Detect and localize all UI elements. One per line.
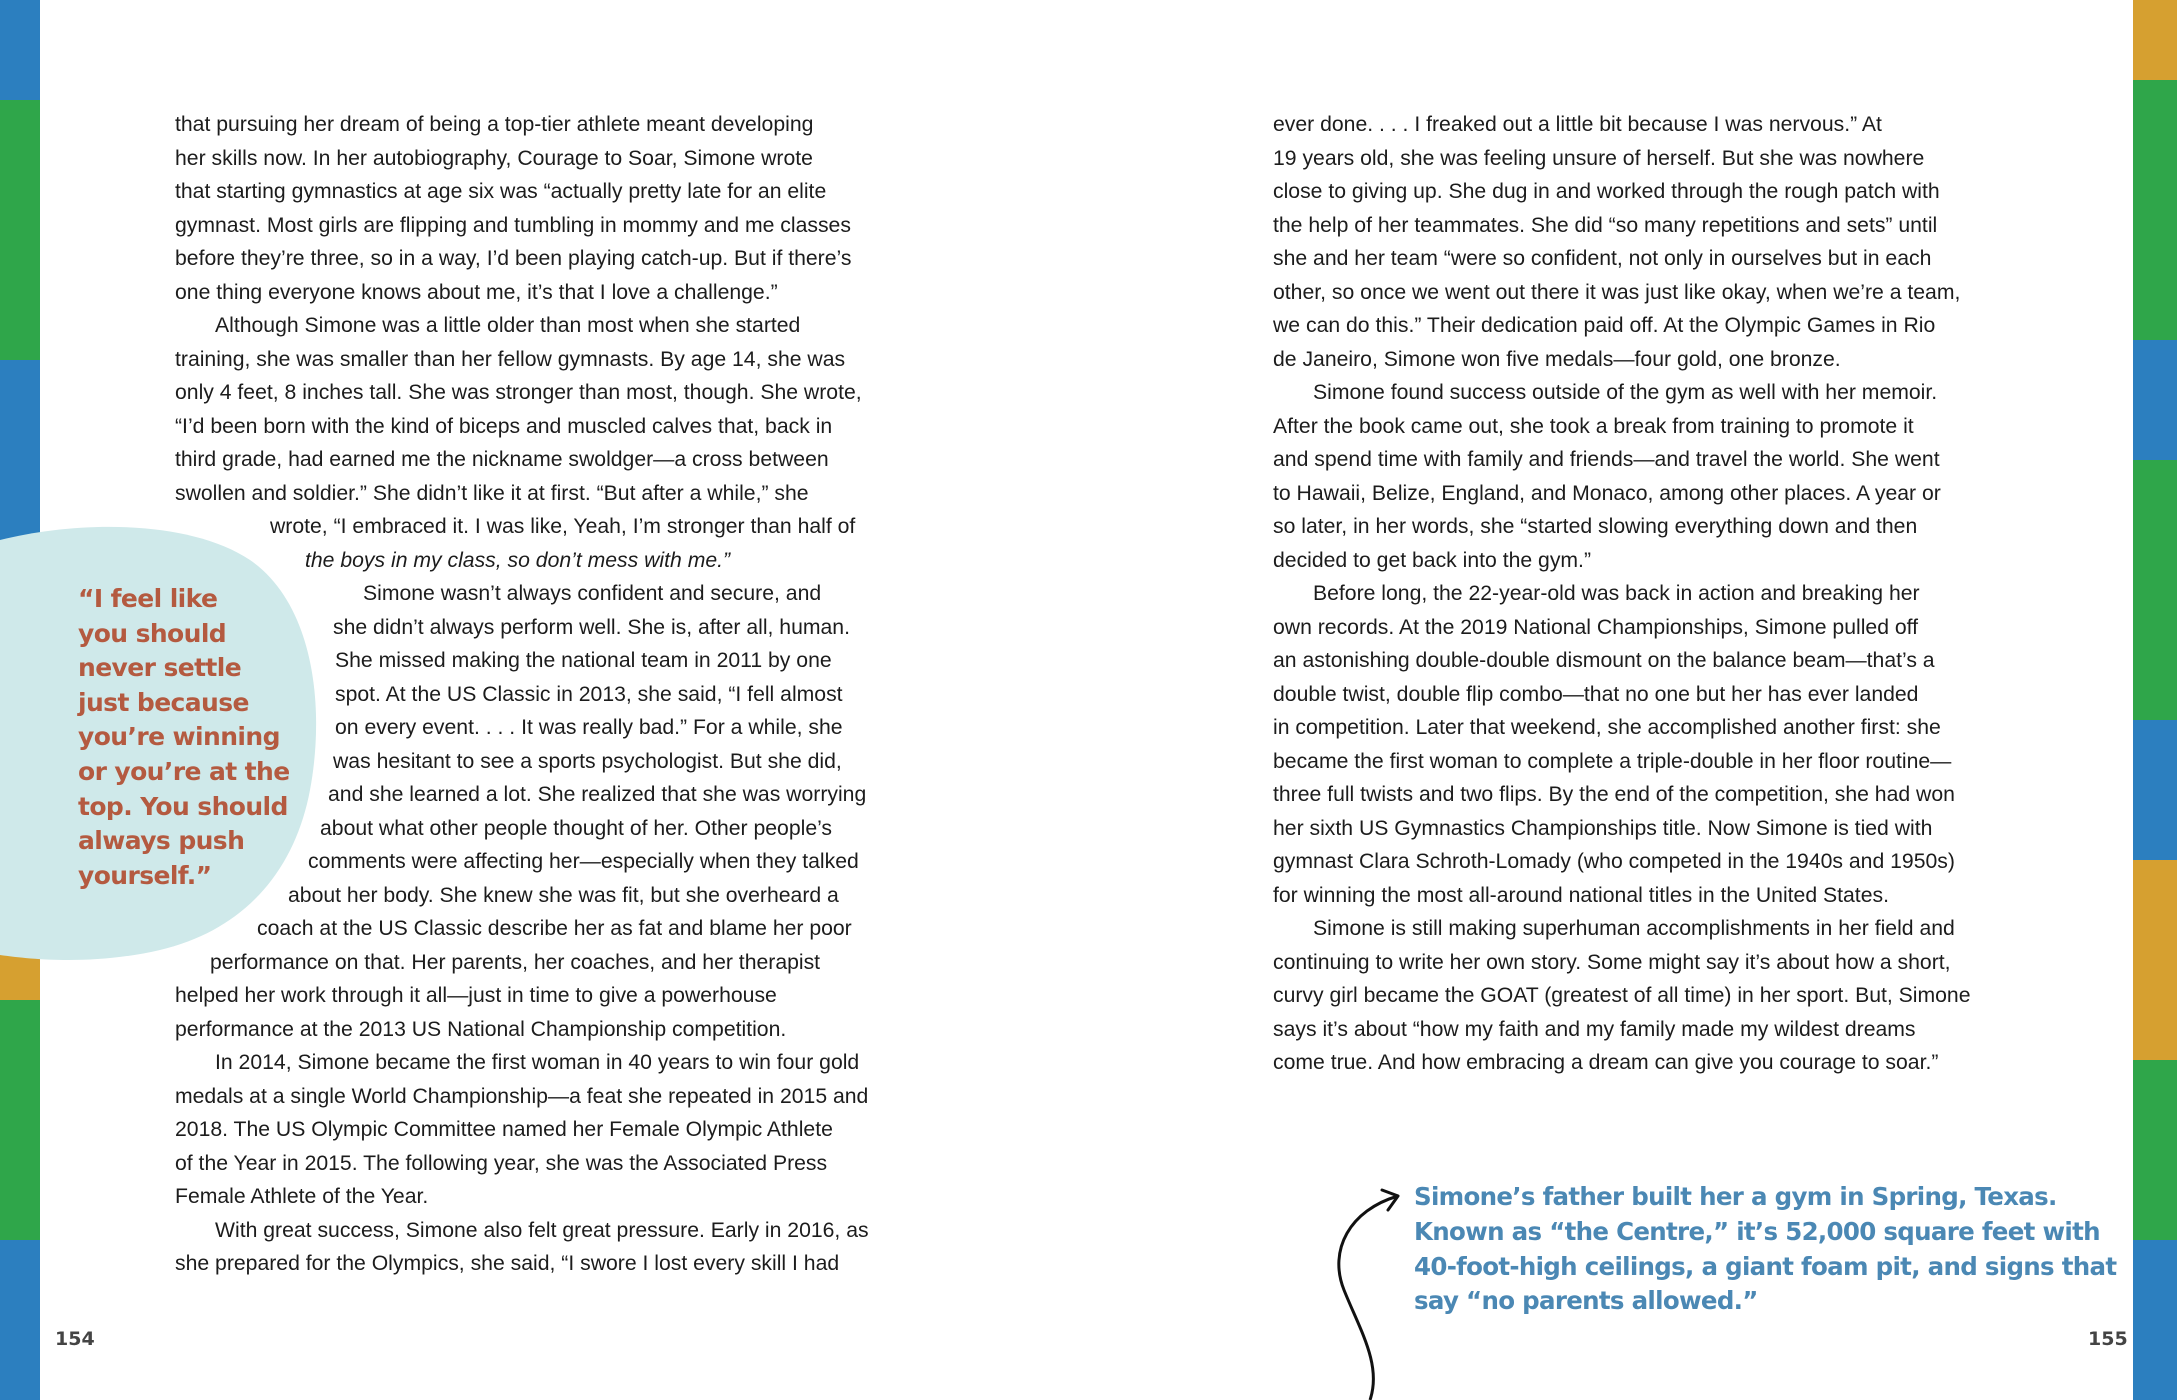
body-line: After the book came out, she took a break from training to promote it [1273, 414, 1914, 438]
pull-quote-line: never settle [78, 653, 242, 683]
left-page-body [175, 108, 915, 1281]
body-line: an astonishing double-double dismount on the balance beam—that’s a [1273, 649, 1935, 672]
body-line: Simone wasn’t always confident and secure, and [363, 582, 822, 605]
body-line: other, so once we went out there it was just like okay, when we’re a team, [1273, 280, 1961, 304]
body-line: comments were affecting her—especially when they talked [308, 850, 859, 873]
pull-quote-line: you should [78, 618, 227, 648]
body-line: about her body. She knew she was fit, but she overheard a [288, 883, 839, 907]
body-line: close to giving up. She dug in and worked through the rough patch with [1273, 180, 1940, 203]
body-line: and she learned a lot. She realized that she was worrying [328, 783, 867, 806]
body-line: was hesitant to see a sports psychologist. But she did, [333, 749, 842, 773]
body-line: performance at the 2013 US National Championship competition. [175, 1017, 787, 1041]
body-line: curvy girl became the GOAT (greatest of all time) in her sport. But, Simone [1273, 984, 1971, 1007]
fact-line: Simone’s father built her a gym in Spring, Texas. [1414, 1182, 2057, 1211]
body-line: her skills now. In her autobiography, Courage to Soar, Simone wrote [175, 146, 813, 170]
body-line: She missed making the national team in 2011 by one [335, 649, 832, 672]
body-line: of the Year in 2015. The following year, she was the Associated Press [175, 1151, 828, 1175]
pull-quote-line: yourself.” [78, 860, 212, 890]
body-line: With great success, Simone also felt great pressure. Early in 2016, as [215, 1218, 869, 1242]
body-line: “I’d been born with the kind of biceps and muscled calves that, back in [175, 414, 833, 438]
body-line: in competition. Later that weekend, she accomplished another first: she [1273, 716, 1941, 739]
body-line: for winning the most all-around national titles in the United States. [1273, 883, 1889, 907]
body-line: and spend time with family and friends—and travel the world. She went [1273, 448, 1940, 471]
body-line: wrote, “I embraced it. I was like, Yeah, I’m stronger than half of [270, 515, 856, 538]
body-line: became the first woman to complete a triple-double in her floor routine— [1273, 749, 1952, 773]
body-line: about what other people thought of her. Other people’s [320, 816, 833, 840]
body-line: only 4 feet, 8 inches tall. She was stronger than most, though. She wrote, [175, 381, 862, 404]
body-line: coach at the US Classic describe her as fat and blame her poor [257, 917, 852, 940]
pull-quote-line: just because [78, 687, 249, 717]
body-line: Simone is still making superhuman accomplishments in her field and [1313, 917, 1955, 940]
body-line: helped her work through it all—just in time to give a powerhouse [175, 984, 777, 1007]
body-line: the boys in my class, so don’t mess with me.” [305, 548, 731, 572]
body-line: Simone found success outside of the gym as well with her memoir. [1313, 381, 1938, 404]
pull-quote-line: top. You should [78, 791, 288, 821]
body-line: gymnast. Most girls are flipping and tumbling in mommy and me classes [175, 213, 851, 237]
body-line: de Janeiro, Simone won five medals—four gold, one bronze. [1273, 347, 1841, 371]
body-line: In 2014, Simone became the first woman in 40 years to win four gold [215, 1051, 860, 1074]
body-line: Before long, the 22-year-old was back in action and breaking her [1313, 582, 1920, 605]
fact-line: say “no parents allowed.” [1414, 1286, 1758, 1316]
body-line: she didn’t always perform well. She is, after all, human. [333, 615, 850, 639]
body-line: swollen and soldier.” She didn’t like it at first. “But after a while,” she [175, 481, 809, 505]
fact-line: Known as “the Centre,” it’s 52,000 square feet with [1414, 1216, 2100, 1246]
body-line: her sixth US Gymnastics Championships title. Now Simone is tied with [1273, 816, 1933, 840]
body-line: one thing everyone knows about me, it’s that I love a challenge.” [175, 280, 778, 304]
body-line: on every event. . . . It was really bad.” For a while, she [335, 716, 843, 739]
right-painted-edge [2133, 0, 2177, 1400]
body-line: that pursuing her dream of being a top-tier athlete meant developing [175, 113, 814, 136]
body-line: the help of her teammates. She did “so many repetitions and sets” until [1273, 213, 1938, 237]
body-line: says it’s about “how my faith and my family made my wildest dreams [1273, 1017, 1916, 1041]
body-line: three full twists and two flips. By the end of the competition, she had won [1273, 783, 1955, 806]
body-line: decided to get back into the gym.” [1273, 548, 1591, 572]
body-line: double twist, double flip combo—that no one but her has ever landed [1273, 682, 1919, 706]
body-line: 19 years old, she was feeling unsure of herself. But she was nowhere [1273, 146, 1925, 170]
fact-callout [1414, 1180, 2117, 1319]
body-line: continuing to write her own story. Some might say it’s about how a short, [1273, 950, 1951, 974]
pull-quote-line: or you’re at the [78, 756, 290, 786]
body-line: Although Simone was a little older than most when she started [215, 314, 801, 337]
body-line: come true. And how embracing a dream can give you courage to soar.” [1273, 1051, 1939, 1074]
body-line: third grade, had earned me the nickname swoldger—a cross between [175, 448, 829, 471]
body-line: so later, in her words, she “started slowing everything down and then [1273, 515, 1918, 538]
page-number-right: 155 [2088, 1328, 2128, 1350]
fact-line: 40-foot-high ceilings, a giant foam pit, and signs that [1414, 1251, 2117, 1281]
body-line: performance on that. Her parents, her coaches, and her therapist [210, 950, 821, 974]
body-line: training, she was smaller than her fellow gymnasts. By age 14, she was [175, 347, 846, 371]
body-line: to Hawaii, Belize, England, and Monaco, among other places. A year or [1273, 481, 1941, 505]
body-line: spot. At the US Classic in 2013, she said, “I fell almost [335, 682, 843, 706]
body-line: medals at a single World Championship—a feat she repeated in 2015 and [175, 1084, 869, 1108]
right-page-body [1273, 108, 2033, 1080]
body-line: she and her team “were so confident, not only in ourselves but in each [1273, 247, 1932, 270]
body-line: 2018. The US Olympic Committee named her Female Olympic Athlete [175, 1118, 833, 1141]
body-line: gymnast Clara Schroth-Lomady (who competed in the 1940s and 1950s) [1273, 850, 1955, 873]
body-line: she prepared for the Olympics, she said, “I swore I lost every skill I had [175, 1252, 840, 1275]
page-number-left: 154 [55, 1328, 95, 1350]
body-line: before they’re three, so in a way, I’d been playing catch-up. But if there’s [175, 247, 852, 270]
body-line: Female Athlete of the Year. [175, 1185, 429, 1208]
pull-quote-line: “I feel like [78, 584, 218, 613]
pull-quote-line: always push [78, 826, 245, 856]
body-line: ever done. . . . I freaked out a little bit because I was nervous.” At [1273, 113, 1882, 136]
body-line: own records. At the 2019 National Championships, Simone pulled off [1273, 615, 1919, 639]
body-line: that starting gymnastics at age six was “actually pretty late for an elite [175, 180, 827, 203]
pull-quote-line: you’re winning [78, 722, 280, 752]
body-line: we can do this.” Their dedication paid off. At the Olympic Games in Rio [1273, 314, 1936, 337]
